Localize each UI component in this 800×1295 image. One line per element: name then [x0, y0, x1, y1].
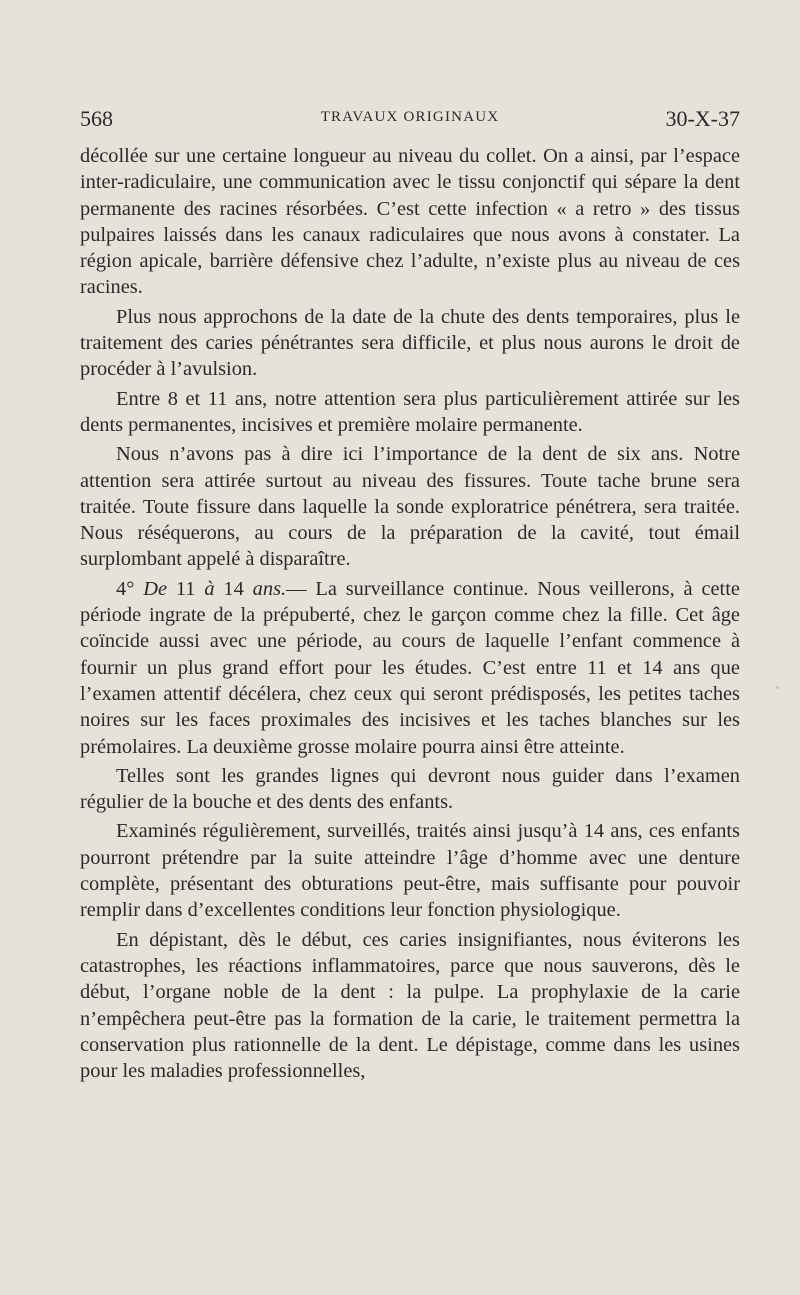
paragraph: Nous n’avons pas à dire ici l’importance de la dent de six ans. Notre attention sera attirée surtout au niveau des fissures. Toute tache brune sera traitée. Toute fissure dans laquelle la sonde exploratrice pénétrera, sera traitée. Nous réséquerons, au cours de la préparation de la cavité, tout émail surplombant appelé à disparaître. [80, 443, 740, 571]
paper-speck [776, 686, 779, 689]
paragraph: En dépistant, dès le début, ces caries insignifiantes, nous éviterons les catastrophes, les réactions inflammatoires, parce que nous sauverons, dès le début, l’organe noble de la dent : la pulpe. La prophylaxie de la carie n’empêchera peut-être pas la formation de la carie, le traitement permettra la conservation plus rationnelle de la dent. Le dépistage, comme dans les usines pour les maladies professionnelles, [80, 928, 740, 1083]
page-number: 568 [80, 106, 113, 131]
range-start: 11 [175, 577, 196, 600]
paragraph: Examinés régulièrement, surveillés, traités ainsi jusqu’à 14 ans, ces enfants pourront prétendre par la suite atteindre l’âge d’homme avec une denture complète, présentant des obturations peut-être, mais suffisante pour pouvoir remplir dans d’excellentes conditions leur fonction physiologique. [80, 820, 740, 922]
paragraph: Entre 8 et 11 ans, notre attention sera plus particulièrement attirée sur les dents permanentes, incisives et première molaire permanente. [80, 387, 740, 436]
paragraph: Plus nous approchons de la date de la chute des dents temporaires, plus le traitement des caries pénétrantes sera difficile, et plus nous aurons le droit de procéder à l’avulsion. [80, 305, 740, 381]
running-title: TRAVAUX ORIGINAUX [320, 109, 500, 125]
issue-date: 30-X-37 [665, 106, 740, 131]
section-lead-text: — La surveillance continue. Nous veillerons, à cette période ingrate de la prépuberté, chez le garçon comme chez la fille. Cet âge coïncide aussi avec une période, au cours de laquelle l’enfant commence à fournir un plus grand effort pour les études. C’est entre 11 et 14 ans que l’examen attentif décélera, chez ceux qui seront prédisposés, les petites taches noires sur les faces proximales des incisives et les taches blanches sur les prémolaires. La deuxième grosse molaire pourra ainsi être atteinte. [80, 577, 740, 758]
range-mid: à [204, 577, 215, 600]
range-unit: ans. [252, 577, 287, 600]
range-end: 14 [223, 577, 244, 600]
section-number: 4° [116, 577, 135, 600]
article-body [80, 143, 740, 1084]
section-paragraph [80, 576, 740, 760]
range-prefix: De [143, 577, 167, 600]
section-age-range [143, 578, 286, 600]
paragraph: Telles sont les grandes lignes qui devront nous guider dans l’examen régulier de la bouche et des dents des enfants. [80, 764, 740, 814]
paragraph-continued: décollée sur une certaine longueur au niveau du collet. On a ainsi, par l’espace inter-radiculaire, une communication avec le tissu conjonctif qui sépare la dent permanente des racines résorbées. C’est cette infection « a retro » des tissus pulpaires laissés dans les canaux radiculaires que nous avons à constater. La région apicale, barrière défensive chez l’adulte, n’existe plus au niveau de ces racines. [80, 145, 740, 299]
running-header [80, 106, 740, 134]
